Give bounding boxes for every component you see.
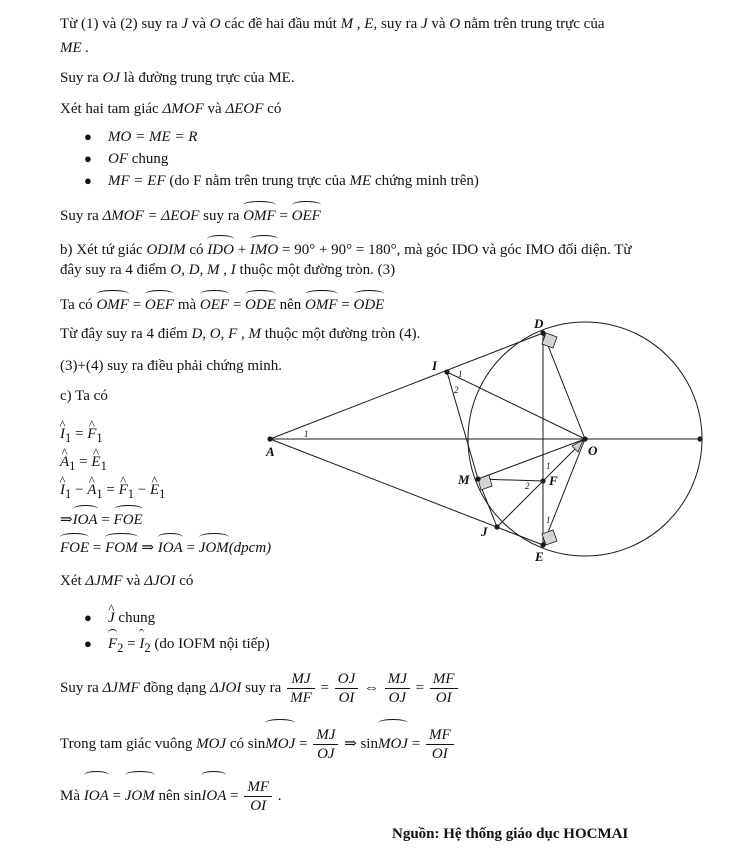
- point-f: [540, 478, 545, 483]
- bullet-dot: ●: [84, 173, 92, 188]
- fraction-mf-oi: $\frac{MF}{OI}$: [426, 726, 454, 763]
- angle-label-i1: 1: [458, 369, 463, 379]
- text-line-14: c) Ta có: [60, 388, 108, 404]
- text-line-9: b) Xét tứ giác ODIM có IDO + IMO = 90° + 90° = 180°, mà góc IDO và góc IMO đối diện. Từ: [60, 238, 632, 260]
- tangent-ae: [270, 439, 543, 545]
- angle-label-a1: 1: [304, 429, 309, 439]
- text-line-2: ME .: [60, 40, 90, 56]
- bullet-5: $F_2 = I_2$ (do IOFM nội tiếp): [108, 632, 270, 658]
- bullet-dot: ●: [84, 610, 92, 625]
- equation-3: ^ $I_1$ − ^ $A_1$ = ^ $F_1$ − ^ $E_1$: [60, 480, 165, 504]
- segment-io: [447, 372, 585, 439]
- point-j: [494, 524, 499, 529]
- bullet-2: OF chung: [108, 151, 169, 167]
- angle-label-f2: 2: [525, 481, 530, 491]
- label-f: F: [549, 473, 558, 488]
- text-line-24: Trong tam giác vuông MOJ có sinMOJ = $\frac{MJ}{OJ}$ ⇒ sinMOJ = $\frac{MF}{OI}$: [60, 722, 456, 764]
- text-line-12: Từ đây suy ra 4 điểm D, O, F , M thuộc một đường tròn (4).: [60, 326, 421, 342]
- fraction-mf-oi: $\frac{MF}{OI}$: [430, 670, 458, 707]
- right-angle-mark: [478, 475, 492, 490]
- text-line-4: Xét hai tam giác ΔMOF và ΔEOF có: [60, 101, 282, 117]
- text-line-13: (3)+(4) suy ra điều phải chứng minh.: [60, 358, 282, 374]
- equation-4: ⇒IOA = FOE: [60, 508, 143, 530]
- fraction-mj-mf: $\frac{MJ}{MF}$: [287, 670, 315, 707]
- label-e: E: [535, 549, 544, 564]
- bullet-3: MF = EF (do F nằm trên trung trực của ME chứng minh trên): [108, 173, 479, 189]
- text-line-25: Mà IOA = JOM nên sinIOA = $\frac{MF}{OI}$ .: [60, 774, 282, 816]
- point-i: [444, 369, 449, 374]
- segment-mo: [478, 439, 585, 479]
- equation-2: ^ $A_1$ = ^ $E_1$: [60, 452, 107, 476]
- point-m: [475, 476, 480, 481]
- point-a: [267, 436, 272, 441]
- label-m: M: [458, 472, 470, 487]
- text-line-8: Suy ra ΔMOF = ΔEOF suy ra OMF = OEF: [60, 204, 321, 226]
- text-line-11: Ta có OMF = OEF mà OEF = ODE nên OMF = ODE: [60, 293, 384, 315]
- segment-im: [447, 372, 478, 479]
- text-line-20: Xét ΔJMF và ΔJOI có: [60, 573, 194, 589]
- point-d: [540, 330, 545, 335]
- text-line-23: Suy ra ΔJMF đồng dạng ΔJOI suy ra $\frac{MJ}{MF}$ = $\frac{OJ}{OI}$ ⇔ $\frac{MJ}{OJ}$ = $\frac{MF}{OI}$: [60, 668, 460, 708]
- label-j: J: [481, 524, 488, 539]
- text-line-10: đây suy ra 4 điểm O, D, M , I thuộc một đường tròn. (3): [60, 262, 396, 278]
- angle-label-e1: 1: [546, 515, 551, 525]
- label-o: O: [588, 443, 598, 458]
- source-credit: Nguồn: Hệ thống giáo dục HOCMAI: [392, 826, 629, 842]
- label-i: I: [432, 358, 438, 373]
- fraction-oj-oi: $\frac{OJ}{OI}$: [335, 670, 359, 707]
- bullet-dot: ●: [84, 151, 92, 166]
- fraction-mf-oi: $\frac{MF}{OI}$: [244, 778, 272, 815]
- tangent-ad: [270, 333, 543, 439]
- fraction-mj-oj: $\frac{MJ}{OJ}$: [385, 670, 410, 707]
- angle-label-f1: 1: [546, 461, 551, 471]
- label-a: A: [266, 444, 275, 459]
- point-o: [582, 436, 587, 441]
- segment-oe: [543, 439, 585, 545]
- text-line-1: Từ (1) và (2) suy ra J và O các đề hai đầu mút M , E, suy ra J và O nằm trên trung trực của: [60, 16, 605, 32]
- bullet-4: ^ J chung: [108, 608, 155, 628]
- segment-od: [543, 333, 585, 439]
- equation-5: FOE = FOM ⇒ IOA = JOM(dpcm): [60, 536, 271, 558]
- bullet-1: MO = ME = R: [108, 129, 198, 145]
- point-e: [540, 542, 545, 547]
- angle-label-i2: 2: [454, 385, 459, 395]
- fraction-mj-oj: $\frac{MJ}{OJ}$: [313, 726, 338, 763]
- bullet-dot: ●: [84, 636, 92, 651]
- bullet-dot: ●: [84, 129, 92, 144]
- point-end: [697, 436, 702, 441]
- equation-1: ^ $I_1$ = ^ $F_1$: [60, 424, 103, 448]
- label-d: D: [534, 316, 544, 331]
- text-line-3: Suy ra OJ là đường trung trực của ME.: [60, 70, 295, 86]
- segment-jo: [497, 439, 585, 527]
